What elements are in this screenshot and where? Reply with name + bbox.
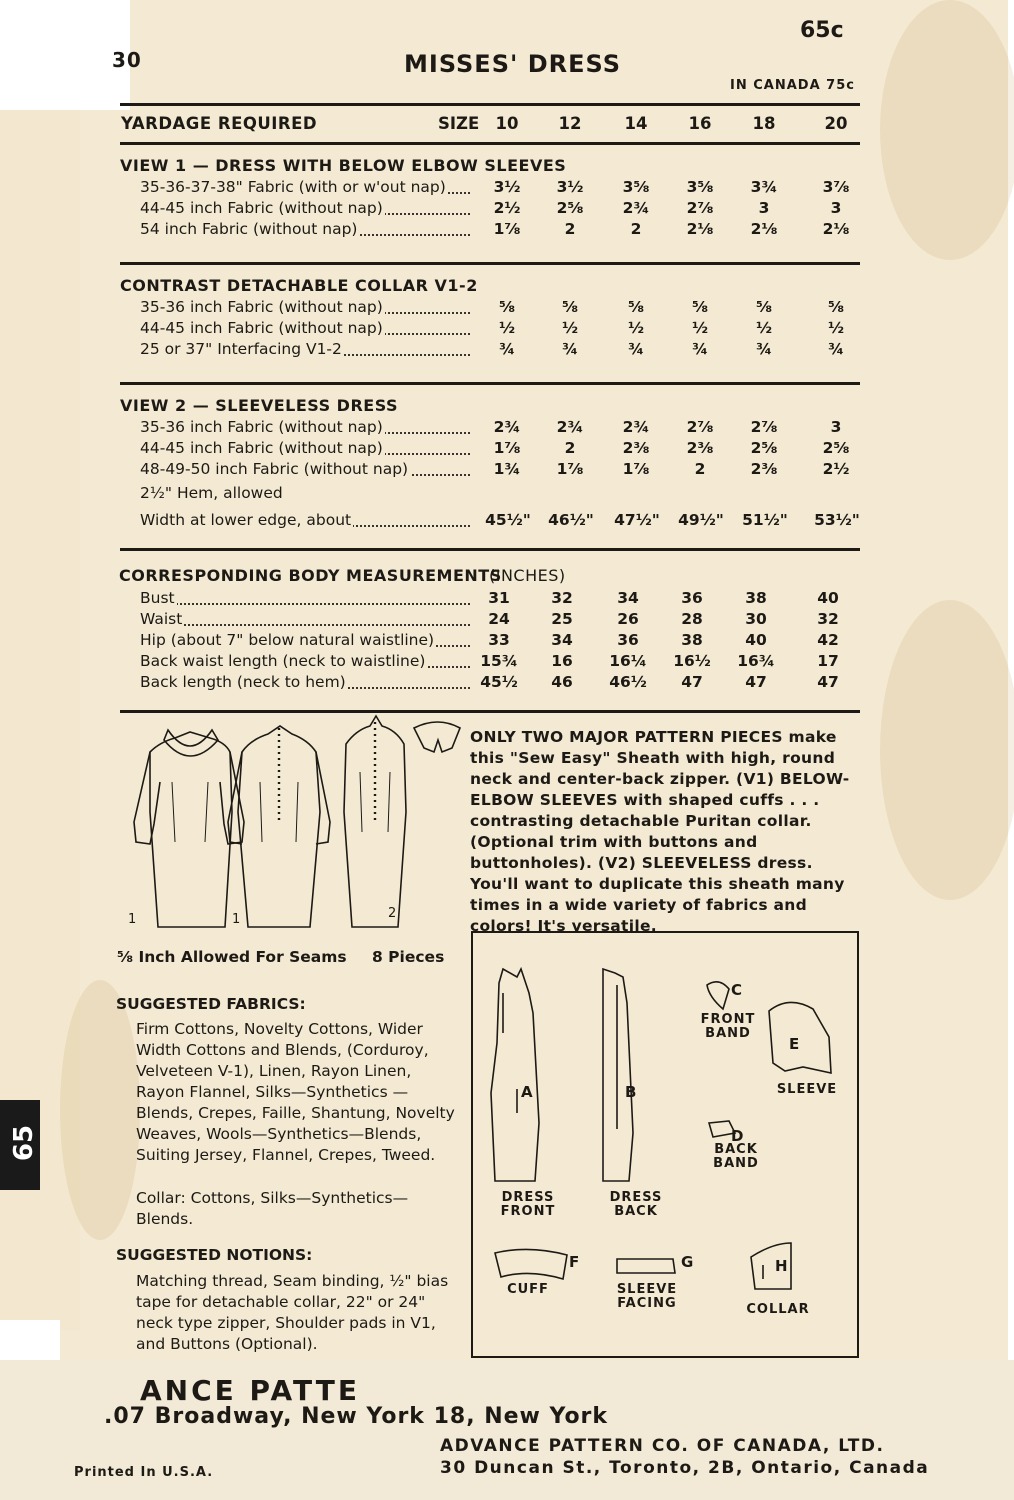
size-column-header: 14 (624, 114, 648, 133)
body-measurements-heading: CORRESPONDING BODY MEASUREMENTS (119, 566, 502, 585)
seam-allowance: ⅝ Inch Allowed For Seams (117, 948, 347, 966)
yardage-value: ½ (755, 319, 773, 337)
row-label-text: Back length (neck to hem) (140, 673, 346, 691)
size-column-header: 16 (688, 114, 712, 133)
body-value: 31 (488, 589, 510, 607)
row-label (140, 418, 385, 436)
piece-name: BACK BAND (713, 1142, 759, 1171)
row-label-text: Width at lower edge, about (140, 511, 352, 529)
piece-name: CUFF (507, 1282, 549, 1297)
piece-name: COLLAR (746, 1302, 810, 1317)
yardage-value: ⅝ (827, 298, 845, 316)
piece-name: SLEEVE FACING (616, 1282, 678, 1311)
body-value: 40 (745, 631, 767, 649)
fabrics-collar: Collar: Cottons, Silks—Synthetics—Blends. (136, 1189, 409, 1228)
canada-company: ADVANCE PATTERN CO. OF CANADA, LTD. (440, 1436, 885, 1456)
fabrics-text: Firm Cottons, Novelty Cottons, Wider Width Cottons and Blends, (Corduroy, Velveteen V-1), Linen, Rayon Linen, Rayon Flannel, Silks—Synthetics — Blends, Crepes, Faille, Shantung, Novelty Weaves, Wools—Synthetics—Blends, Suiting Jersey, Flannel, Crepes, Tweed. (136, 1020, 455, 1164)
row-label (140, 589, 177, 607)
yardage-value: 1⅞ (622, 460, 650, 478)
body-value: 28 (681, 610, 703, 628)
leader-dots (140, 603, 470, 605)
row-label-text: 48-49-50 inch Fabric (without nap) (140, 460, 409, 478)
body-value: 42 (817, 631, 839, 649)
yardage-value: 3 (830, 418, 842, 436)
width-value: 46½" (548, 511, 594, 529)
width-value: 49½" (678, 511, 724, 529)
publisher-name: ANCE PATTE (140, 1374, 360, 1407)
yardage-value: 2⅝ (822, 439, 850, 457)
row-label-text: Back waist length (neck to waistline) (140, 652, 426, 670)
yardage-value: 2½ (822, 460, 850, 478)
body-row (0, 631, 1014, 652)
size-column-header: 18 (752, 114, 776, 133)
piece-letter: B (625, 1083, 638, 1101)
leader-dots (140, 624, 470, 626)
row-label-text: 54 inch Fabric (without nap) (140, 220, 358, 238)
piece-name: DRESS FRONT (500, 1190, 556, 1219)
notions-heading: SUGGESTED NOTIONS: (116, 1246, 313, 1264)
yardage-value: 2¾ (622, 418, 650, 436)
yardage-row (0, 220, 1014, 241)
body-value: 24 (488, 610, 510, 628)
yardage-value: 3½ (556, 178, 584, 196)
printed-in: Printed In U.S.A. (74, 1465, 214, 1480)
yardage-value: 3 (758, 199, 770, 217)
row-label-text: 44-45 inch Fabric (without nap) (140, 199, 383, 217)
row-label-text: 35-36 inch Fabric (without nap) (140, 298, 383, 316)
yardage-value: 2⅞ (750, 418, 778, 436)
yardage-value: 3½ (493, 178, 521, 196)
row-label-text: Hip (about 7" below natural waistline) (140, 631, 435, 649)
yardage-row (0, 298, 1014, 319)
row-label-text: 44-45 inch Fabric (without nap) (140, 439, 383, 457)
piece-letter: H (775, 1257, 789, 1275)
divider (120, 548, 860, 551)
body-value: 16¾ (737, 652, 775, 670)
divider (120, 103, 860, 106)
yardage-value: ½ (498, 319, 516, 337)
yardage-value: ¾ (627, 340, 645, 358)
body-row (0, 652, 1014, 673)
body-value: 36 (617, 631, 639, 649)
divider (120, 382, 860, 385)
hem-note: 2½" Hem, allowed (140, 484, 283, 502)
body-value: 17 (817, 652, 839, 670)
section-title: VIEW 1 — DRESS WITH BELOW ELBOW SLEEVES (120, 156, 567, 175)
dress-illustrations (120, 712, 465, 940)
yardage-row (0, 178, 1014, 199)
yardage-value: ¾ (755, 340, 773, 358)
body-measurements-unit: (INCHES) (489, 566, 566, 585)
yardage-value: ⅝ (498, 298, 516, 316)
piece-letter: F (569, 1253, 581, 1271)
yardage-value: ¾ (498, 340, 516, 358)
yardage-value: 2 (630, 220, 642, 238)
yardage-value: 3 (830, 199, 842, 217)
notions-text: Matching thread, Seam binding, ½" bias tape for detachable collar, 22" or 24" neck type zipper, Shoulder pads in V1, and Buttons (Optional). (136, 1272, 449, 1353)
yardage-row (0, 418, 1014, 439)
yardage-value: 2⅞ (686, 418, 714, 436)
yardage-value: 2¾ (622, 199, 650, 217)
row-label (140, 319, 385, 337)
yardage-value: ½ (691, 319, 709, 337)
yardage-value: 2⅛ (822, 220, 850, 238)
row-label-text: 25 or 37" Interfacing V1-2 (140, 340, 342, 358)
yardage-value: 2⅛ (686, 220, 714, 238)
body-value: 38 (745, 589, 767, 607)
pattern-description: ONLY TWO MAJOR PATTERN PIECES make this "Sew Easy" Sheath with high, round neck and center-back zipper. (V1) BELOW-ELBOW SLEEVES with shaped cuffs . . . contrasting detachable Puritan collar. (Optional trim with buttons and buttonholes). (V2) SLEEVELESS dress. You'll want to duplicate this sheath many times in a wide variety of fabrics and colors! It's versatile. (470, 728, 850, 935)
body-value: 40 (817, 589, 839, 607)
body-value: 46½ (609, 673, 647, 691)
row-label (140, 178, 448, 196)
yardage-value: ¾ (561, 340, 579, 358)
body-value: 38 (681, 631, 703, 649)
yardage-value: ⅝ (627, 298, 645, 316)
row-label (140, 199, 385, 217)
width-value: 51½" (742, 511, 788, 529)
width-row-line (0, 511, 1014, 532)
yardage-value: ⅝ (755, 298, 773, 316)
yardage-value: 2 (564, 220, 576, 238)
body-value: 16¼ (609, 652, 647, 670)
view-number: 2 (388, 906, 397, 921)
divider (120, 142, 860, 145)
piece-letter: A (521, 1083, 534, 1101)
view-number: 1 (232, 912, 241, 927)
row-label-text: Waist (140, 610, 183, 628)
body-value: 16½ (673, 652, 711, 670)
pattern-number-fragment: 30 (112, 48, 142, 72)
size-column-header: 12 (558, 114, 582, 133)
row-label (140, 298, 385, 316)
width-value: 45½" (485, 511, 531, 529)
width-value: 47½" (614, 511, 660, 529)
yardage-value: 2½ (493, 199, 521, 217)
row-label (140, 220, 359, 238)
price-canada: IN CANADA 75c (730, 78, 855, 93)
yardage-heading: YARDAGE REQUIRED (121, 114, 318, 133)
yardage-value: 1⅞ (556, 460, 584, 478)
yardage-value: 2⅛ (750, 220, 778, 238)
size-label: SIZE (438, 114, 480, 133)
size-column-header: 10 (495, 114, 519, 133)
yardage-value: ⅝ (691, 298, 709, 316)
yardage-value: 2⅜ (750, 460, 778, 478)
body-value: 47 (681, 673, 703, 691)
body-value: 25 (551, 610, 573, 628)
body-value: 16 (551, 652, 573, 670)
body-row (0, 589, 1014, 610)
yardage-row (0, 460, 1014, 481)
row-label-text: 44-45 inch Fabric (without nap) (140, 319, 383, 337)
body-row (0, 610, 1014, 631)
yardage-value: ½ (561, 319, 579, 337)
yardage-row (0, 439, 1014, 460)
yardage-value: 1⅞ (493, 439, 521, 457)
body-value: 46 (551, 673, 573, 691)
pattern-pieces-diagram (471, 931, 859, 1358)
row-label (140, 511, 353, 529)
yardage-value: 3⅝ (686, 178, 714, 196)
size-column-header: 20 (824, 114, 848, 133)
body-value: 26 (617, 610, 639, 628)
piece-letter: C (731, 981, 744, 999)
row-label-text: Bust (140, 589, 175, 607)
body-row (0, 673, 1014, 694)
row-label (140, 439, 385, 457)
body-value: 32 (817, 610, 839, 628)
section-title: VIEW 2 — SLEEVELESS DRESS (120, 396, 399, 415)
yardage-row (0, 199, 1014, 220)
row-label (140, 340, 344, 358)
side-tab-number: 65 (9, 1124, 40, 1162)
yardage-value: 2 (694, 460, 706, 478)
yardage-value: 2⅝ (556, 199, 584, 217)
divider (120, 262, 860, 265)
yardage-value: 2⅜ (622, 439, 650, 457)
yardage-value: ½ (827, 319, 845, 337)
body-value: 47 (817, 673, 839, 691)
row-label (140, 652, 427, 670)
body-value: 34 (551, 631, 573, 649)
yardage-value: ½ (627, 319, 645, 337)
publisher-address: .07 Broadway, New York 18, New York (104, 1404, 609, 1429)
pieces-count: 8 Pieces (372, 948, 445, 966)
yardage-value: 2¾ (493, 418, 521, 436)
body-value: 32 (551, 589, 573, 607)
piece-letter: G (681, 1253, 695, 1271)
body-value: 34 (617, 589, 639, 607)
piece-name: DRESS BACK (609, 1190, 663, 1219)
yardage-value: 2¾ (556, 418, 584, 436)
yardage-row (0, 340, 1014, 361)
yardage-value: ¾ (827, 340, 845, 358)
yardage-value: 3⅞ (822, 178, 850, 196)
body-value: 30 (745, 610, 767, 628)
row-label (140, 610, 184, 628)
yardage-value: 2 (564, 439, 576, 457)
view-number: 1 (128, 912, 137, 927)
section-title: CONTRAST DETACHABLE COLLAR V1-2 (120, 276, 478, 295)
canada-address: 30 Duncan St., Toronto, 2B, Ontario, Canada (440, 1458, 930, 1478)
piece-letter: D (731, 1127, 745, 1145)
body-value: 15¾ (480, 652, 518, 670)
yardage-value: 2⅞ (686, 199, 714, 217)
piece-letter: E (789, 1035, 801, 1053)
row-label-text: 35-36-37-38" Fabric (with or w'out nap) (140, 178, 446, 196)
yardage-value: 3¾ (750, 178, 778, 196)
yardage-row (0, 319, 1014, 340)
row-label (140, 631, 436, 649)
price-badge: 65c (800, 18, 844, 43)
yardage-value: 1¾ (493, 460, 521, 478)
yardage-value: ¾ (691, 340, 709, 358)
width-value: 53½" (814, 511, 860, 529)
row-label-text: 35-36 inch Fabric (without nap) (140, 418, 383, 436)
piece-name: FRONT BAND (700, 1012, 756, 1041)
body-value: 47 (745, 673, 767, 691)
body-value: 45½ (480, 673, 518, 691)
piece-name: SLEEVE (776, 1082, 838, 1097)
page-title: MISSES' DRESS (404, 50, 621, 78)
yardage-value: ⅝ (561, 298, 579, 316)
yardage-value: 2⅝ (750, 439, 778, 457)
body-value: 33 (488, 631, 510, 649)
fabrics-heading: SUGGESTED FABRICS: (116, 995, 306, 1013)
row-label (140, 460, 410, 478)
row-label (140, 673, 348, 691)
yardage-value: 1⅞ (493, 220, 521, 238)
body-value: 36 (681, 589, 703, 607)
yardage-value: 3⅝ (622, 178, 650, 196)
yardage-value: 2⅜ (686, 439, 714, 457)
